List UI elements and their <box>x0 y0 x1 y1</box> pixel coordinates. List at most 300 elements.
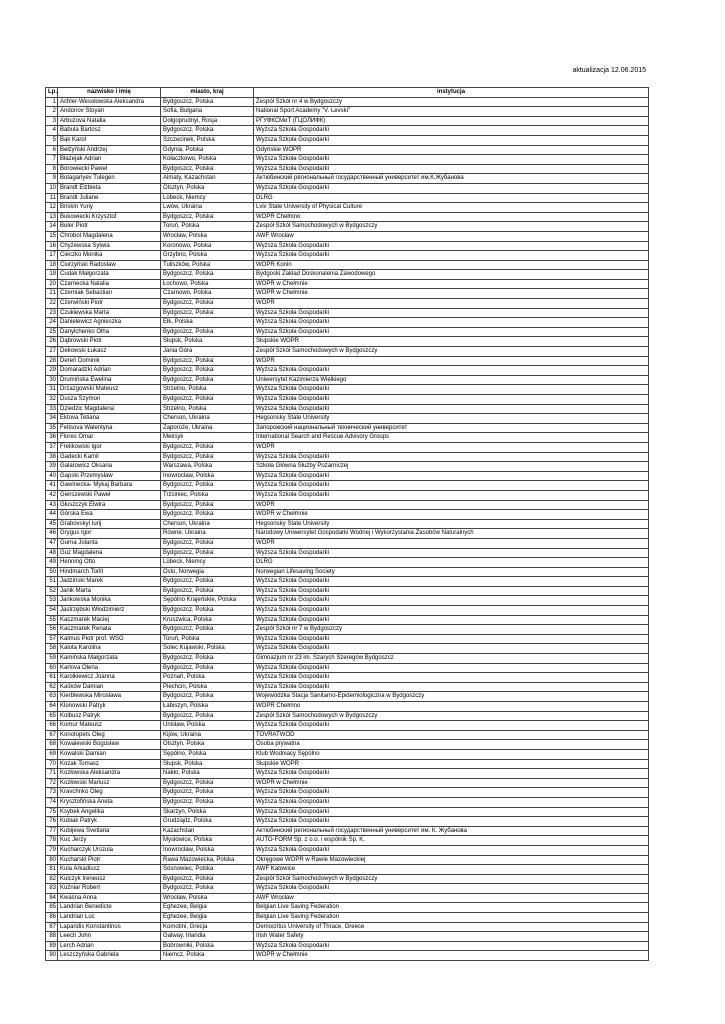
cell-name: Dusza Szymon <box>58 395 161 405</box>
cell-lp: 86 <box>46 913 58 923</box>
cell-name: Fetisova Walentyna <box>58 423 161 433</box>
table-row <box>46 395 649 405</box>
cell-name: Buler Piotr <box>58 222 161 232</box>
cell-city: Bydgoszcz, Polska <box>161 711 254 721</box>
cell-institution: WOPR w Chełmnie <box>254 778 649 788</box>
cell-lp: 62 <box>46 682 58 692</box>
cell-institution: Wyższa Szkoła Gospodarki <box>254 183 649 193</box>
cell-lp: 64 <box>46 702 58 712</box>
cell-city: Lwów, Ukraina <box>161 203 254 213</box>
table-row <box>46 855 649 865</box>
cell-institution: WOPR <box>254 500 649 510</box>
cell-lp: 27 <box>46 347 58 357</box>
table-row <box>46 797 649 807</box>
cell-city: Skarżyn, Polska <box>161 807 254 817</box>
table-row <box>46 337 649 347</box>
cell-institution: Klub Wodniacy Sępólno <box>254 749 649 759</box>
cell-institution: Wyższa Szkoła Gospodarki <box>254 385 649 395</box>
cell-lp: 6 <box>46 145 58 155</box>
cell-name: Kalmus Piotr prof. WSG <box>58 634 161 644</box>
cell-lp: 40 <box>46 471 58 481</box>
cell-lp: 67 <box>46 730 58 740</box>
cell-lp: 65 <box>46 711 58 721</box>
cell-institution: Актюбинский региональный государственный университет им.К.Жубанова <box>254 174 649 184</box>
cell-name: Kwaśna Anna <box>58 893 161 903</box>
cell-name: Henning Otto <box>58 558 161 568</box>
table-row <box>46 932 649 942</box>
table-row <box>46 251 649 261</box>
cell-city: Bydgoszcz, Polska <box>161 164 254 174</box>
table-row <box>46 567 649 577</box>
cell-institution: Gdyńskie WOPR <box>254 145 649 155</box>
cell-lp: 54 <box>46 606 58 616</box>
cell-name: Kubiak Patryk <box>58 817 161 827</box>
cell-institution: Запорожский национальный технический университет <box>254 423 649 433</box>
table-row <box>46 682 649 692</box>
table-row <box>46 634 649 644</box>
cell-city: Galway, Irlandia <box>161 932 254 942</box>
cell-institution: Wyższa Szkoła Gospodarki <box>254 673 649 683</box>
cell-city: Bydgoszcz, Polska <box>161 327 254 337</box>
cell-institution: Wyższa Szkoła Gospodarki <box>254 308 649 318</box>
cell-lp: 14 <box>46 222 58 232</box>
cell-city: Równe, Ukraina <box>161 529 254 539</box>
cell-name: Landrian Benedicte <box>58 903 161 913</box>
cell-name: Janik Marta <box>58 586 161 596</box>
table-row <box>46 778 649 788</box>
cell-institution: Wyższa Szkoła Gospodarki <box>254 788 649 798</box>
cell-institution: Wyższa Szkoła Gospodarki <box>254 941 649 951</box>
cell-institution: Актюбинский региональный государственный университет им. К. Жубанова <box>254 826 649 836</box>
cell-name: Ksybek Angelika <box>58 807 161 817</box>
cell-lp: 7 <box>46 155 58 165</box>
cell-lp: 3 <box>46 116 58 126</box>
update-date-label: aktualizacja 12.06.2015 <box>572 67 646 74</box>
cell-city: Grudziądz, Polska <box>161 817 254 827</box>
cell-city: Szczecinek, Polska <box>161 135 254 145</box>
cell-lp: 1 <box>46 97 58 107</box>
cell-name: Danylchenko Olha <box>58 327 161 337</box>
cell-name: Kowalski Damian <box>58 749 161 759</box>
cell-lp: 25 <box>46 327 58 337</box>
cell-name: Guz Magdalena <box>58 548 161 558</box>
cell-institution: WOPR <box>254 356 649 366</box>
cell-lp: 71 <box>46 769 58 779</box>
cell-institution: Wyższa Szkoła Gospodarki <box>254 615 649 625</box>
cell-institution: Wyższa Szkoła Gospodarki <box>254 548 649 558</box>
cell-institution: WOPR w Chełmnie <box>254 279 649 289</box>
participants-table <box>45 87 649 961</box>
table-row <box>46 327 649 337</box>
cell-institution: Wyższa Szkoła Gospodarki <box>254 817 649 827</box>
cell-name: Cudak Małgorzata <box>58 270 161 280</box>
cell-lp: 39 <box>46 462 58 472</box>
cell-institution: Hegsonsky State University <box>254 519 649 529</box>
cell-name: Chyżewska Sylwia <box>58 241 161 251</box>
cell-city: Jania Góra <box>161 347 254 357</box>
cell-lp: 41 <box>46 481 58 491</box>
cell-city: Solec Kujawski, Polska <box>161 644 254 654</box>
cell-lp: 87 <box>46 922 58 932</box>
table-row <box>46 625 649 635</box>
cell-lp: 81 <box>46 865 58 875</box>
cell-institution: Lviv State University of Physical Culture <box>254 203 649 213</box>
cell-city: Piechcin, Polska <box>161 682 254 692</box>
cell-lp: 26 <box>46 337 58 347</box>
cell-city: Komotini, Grecja <box>161 922 254 932</box>
cell-city: Olsztyn, Polska <box>161 740 254 750</box>
cell-institution: Wyższa Szkoła Gospodarki <box>254 682 649 692</box>
cell-lp: 77 <box>46 826 58 836</box>
cell-name: Gapski Przemysław <box>58 471 161 481</box>
table-row <box>46 366 649 376</box>
cell-city: Almaty, Kazachstan <box>161 174 254 184</box>
cell-lp: 61 <box>46 673 58 683</box>
cell-lp: 13 <box>46 212 58 222</box>
cell-name: Dekowski Łukasz <box>58 347 161 357</box>
cell-lp: 33 <box>46 404 58 414</box>
cell-city: Łabiszyn, Polska <box>161 702 254 712</box>
cell-city: Wrocław, Polska <box>161 893 254 903</box>
cell-lp: 53 <box>46 596 58 606</box>
table-row <box>46 481 649 491</box>
cell-name: Kucharczyk Urszula <box>58 845 161 855</box>
cell-institution: Bydgoski Zakład Doskonalenia Zawodowego <box>254 270 649 280</box>
cell-lp: 57 <box>46 634 58 644</box>
table-row <box>46 126 649 136</box>
cell-institution: AUTO-FORM Sp. z o.o. i wspólnik Sp. K. <box>254 836 649 846</box>
cell-institution: WOPR Chełmno <box>254 702 649 712</box>
cell-name: Cieczko Monika <box>58 251 161 261</box>
cell-name: Czerwiński Piotr <box>58 299 161 309</box>
cell-institution: Zespół Szkół Samochodowych w Bydgoszczy <box>254 222 649 232</box>
table-row <box>46 471 649 481</box>
table-row <box>46 145 649 155</box>
table-row <box>46 289 649 299</box>
cell-lp: 16 <box>46 241 58 251</box>
table-row <box>46 893 649 903</box>
table-row <box>46 155 649 165</box>
cell-institution: Zespół Szkół Samochodowych w Bydgoszczy <box>254 874 649 884</box>
table-row <box>46 884 649 894</box>
table-row <box>46 874 649 884</box>
cell-name: Babula Bartosz <box>58 126 161 136</box>
table-row <box>46 788 649 798</box>
cell-institution: TOVRATWOD <box>254 730 649 740</box>
cell-city: Bydgoszcz, Polska <box>161 788 254 798</box>
cell-city: Bydgoszcz, Polska <box>161 577 254 587</box>
cell-name: Borowiecki Paweł <box>58 164 161 174</box>
cell-city: Kijów, Ukraina <box>161 730 254 740</box>
cell-lp: 69 <box>46 749 58 759</box>
cell-name: Leszczyńska Gabriela <box>58 951 161 961</box>
cell-institution: Wyższa Szkoła Gospodarki <box>254 241 649 251</box>
cell-lp: 43 <box>46 500 58 510</box>
cell-institution: Wyższa Szkoła Gospodarki <box>254 586 649 596</box>
cell-lp: 15 <box>46 231 58 241</box>
table-row <box>46 865 649 875</box>
cell-institution: Democritus University of Thrace, Greece <box>254 922 649 932</box>
cell-name: Botagariyev Tulegen <box>58 174 161 184</box>
cell-institution: DLRG <box>254 193 649 203</box>
cell-institution: Wyższa Szkoła Gospodarki <box>254 404 649 414</box>
cell-lp: 90 <box>46 951 58 961</box>
cell-name: Głuszczyk Elwira <box>58 500 161 510</box>
cell-name: Drumińska Ewelina <box>58 375 161 385</box>
cell-institution: Słupskie WOPR <box>254 337 649 347</box>
cell-institution: Wyższa Szkoła Gospodarki <box>254 807 649 817</box>
cell-city: Trzciniec, Polska <box>161 490 254 500</box>
cell-name: Kula Arkadiusz <box>58 865 161 875</box>
table-row <box>46 231 649 241</box>
table-row <box>46 807 649 817</box>
cell-institution: Wyższa Szkoła Gospodarki <box>254 797 649 807</box>
cell-lp: 85 <box>46 903 58 913</box>
table-row <box>46 260 649 270</box>
cell-lp: 32 <box>46 395 58 405</box>
cell-lp: 58 <box>46 644 58 654</box>
cell-lp: 36 <box>46 433 58 443</box>
cell-lp: 31 <box>46 385 58 395</box>
cell-institution: Hegsonsky State University <box>254 414 649 424</box>
table-row <box>46 644 649 654</box>
table-row <box>46 615 649 625</box>
table-row <box>46 299 649 309</box>
cell-city: Sępólno, Polska <box>161 749 254 759</box>
cell-lp: 56 <box>46 625 58 635</box>
cell-lp: 5 <box>46 135 58 145</box>
cell-institution: WOPR w Chełmnie <box>254 951 649 961</box>
cell-institution: Zespół Szkół nr 7 w Bydgoszczy <box>254 625 649 635</box>
cell-city: Bydgoszcz, Polska <box>161 356 254 366</box>
table-row <box>46 586 649 596</box>
table-row <box>46 279 649 289</box>
cell-city: Inowrocław, Polska <box>161 845 254 855</box>
cell-lp: 75 <box>46 807 58 817</box>
cell-institution: Narodowy Uniwersytet Gospodarki Wodnej i Wykorzystania Zasobów Naturalnych <box>254 529 649 539</box>
cell-institution: Wyższa Szkoła Gospodarki <box>254 634 649 644</box>
cell-city: Bydgoszcz, Polska <box>161 270 254 280</box>
table-row <box>46 174 649 184</box>
cell-name: Jankowska Monika <box>58 596 161 606</box>
cell-institution: Wyższa Szkoła Gospodarki <box>254 395 649 405</box>
cell-name: Błażejak Adrian <box>58 155 161 165</box>
table-row <box>46 356 649 366</box>
cell-lp: 46 <box>46 529 58 539</box>
cell-name: Lerch Adrian <box>58 941 161 951</box>
cell-lp: 10 <box>46 183 58 193</box>
cell-city: Lübeck, Niemcy <box>161 193 254 203</box>
cell-lp: 68 <box>46 740 58 750</box>
cell-lp: 78 <box>46 836 58 846</box>
table-row <box>46 606 649 616</box>
cell-name: Flores Omar <box>58 433 161 443</box>
cell-lp: 20 <box>46 279 58 289</box>
cell-city: Bobrowniki, Polska <box>161 941 254 951</box>
table-row <box>46 702 649 712</box>
cell-city: Bydgoszcz, Polska <box>161 481 254 491</box>
cell-name: Kubijewa Svetlana <box>58 826 161 836</box>
cell-city: Kruszwica, Polska <box>161 615 254 625</box>
cell-name: Arbuzova Natalia <box>58 116 161 126</box>
table-row <box>46 941 649 951</box>
cell-institution: Irish Water Safety <box>254 932 649 942</box>
cell-institution: Wyższa Szkoła Gospodarki <box>254 596 649 606</box>
cell-city: Kołaczkowo, Polska <box>161 155 254 165</box>
cell-institution: Wojewódzka Stacja Sanitarno-Epidemiologiczna w Bydgoszczy <box>254 692 649 702</box>
header-city: miasto, kraj <box>161 88 254 98</box>
cell-name: Górska Ewa <box>58 510 161 520</box>
cell-name: Galarowicz Oksana <box>58 462 161 472</box>
cell-lp: 45 <box>46 519 58 529</box>
table-row <box>46 538 649 548</box>
cell-name: Kravchnko Oleg <box>58 788 161 798</box>
cell-lp: 82 <box>46 874 58 884</box>
cell-institution: Wyższa Szkoła Gospodarki <box>254 327 649 337</box>
cell-city: Czarnowo, Polska <box>161 289 254 299</box>
table-row <box>46 270 649 280</box>
table-row <box>46 759 649 769</box>
cell-name: Laparidis Konstantinos <box>58 922 161 932</box>
cell-name: Konotopets Oleg <box>58 730 161 740</box>
cell-lp: 23 <box>46 308 58 318</box>
cell-institution: Osoba prywatna <box>254 740 649 750</box>
cell-city: Toruń, Polska <box>161 222 254 232</box>
cell-city: Bydgoszcz, Polska <box>161 442 254 452</box>
cell-institution: WOPR <box>254 538 649 548</box>
table-row <box>46 116 649 126</box>
cell-institution: Wyższa Szkoła Gospodarki <box>254 644 649 654</box>
cell-institution: Wyższa Szkoła Gospodarki <box>254 490 649 500</box>
cell-city: Gdynia, Polska <box>161 145 254 155</box>
table-row <box>46 510 649 520</box>
cell-city: Bydgoszcz, Polska <box>161 308 254 318</box>
cell-name: Leech John <box>58 932 161 942</box>
cell-name: Frelikowski Igor <box>58 442 161 452</box>
cell-city: Inowrocław, Polska <box>161 471 254 481</box>
cell-city: Mysłowice, Polska <box>161 836 254 846</box>
cell-institution: Wyższa Szkoła Gospodarki <box>254 126 649 136</box>
header-name: nazwisko i imię <box>58 88 161 98</box>
cell-city: Grzybno, Polska <box>161 251 254 261</box>
cell-city: Nakło, Polska <box>161 769 254 779</box>
cell-lp: 37 <box>46 442 58 452</box>
cell-city: Meksyk <box>161 433 254 443</box>
cell-name: Gurna Jolanta <box>58 538 161 548</box>
cell-city: Bydgoszcz, Polska <box>161 538 254 548</box>
cell-city: Poznań, Polska <box>161 673 254 683</box>
table-row <box>46 241 649 251</box>
cell-city: Zaporoże, Ukraina <box>161 423 254 433</box>
cell-name: Grabovskyi Iurij <box>58 519 161 529</box>
cell-lp: 55 <box>46 615 58 625</box>
cell-institution: International Search and Rescue Advisory Groups <box>254 433 649 443</box>
header-lp: Lp. <box>46 88 58 98</box>
table-row <box>46 529 649 539</box>
cell-name: Dereń Dominik <box>58 356 161 366</box>
cell-institution: Wyższa Szkoła Gospodarki <box>254 471 649 481</box>
table-row <box>46 423 649 433</box>
cell-name: Hindmarch Torill <box>58 567 161 577</box>
table-row <box>46 347 649 357</box>
cell-name: Kuc Jerzy <box>58 836 161 846</box>
table-row <box>46 519 649 529</box>
cell-lp: 73 <box>46 788 58 798</box>
cell-name: Kozłowski Mariusz <box>58 778 161 788</box>
table-row <box>46 183 649 193</box>
cell-institution: Wyższa Szkoła Gospodarki <box>254 318 649 328</box>
cell-city: Lübeck, Niemcy <box>161 558 254 568</box>
table-row <box>46 692 649 702</box>
cell-institution: Norwegian Lifesaving Society <box>254 567 649 577</box>
cell-institution: Gimnazjum nr 23 im. Szarych Szeregów Bydgoszcz <box>254 654 649 664</box>
cell-city: Bydgoszcz, Polska <box>161 654 254 664</box>
cell-name: Grygus Igor <box>58 529 161 539</box>
table-row <box>46 558 649 568</box>
cell-name: Ciurzyński Radosław <box>58 260 161 270</box>
cell-city: Cherson, Ukraina <box>161 414 254 424</box>
cell-city: Bydgoszcz, Polska <box>161 299 254 309</box>
table-row <box>46 663 649 673</box>
cell-lp: 60 <box>46 663 58 673</box>
cell-institution: Wyższa Szkoła Gospodarki <box>254 481 649 491</box>
table-row <box>46 452 649 462</box>
table-row <box>46 135 649 145</box>
cell-name: Kuźniar Robert <box>58 884 161 894</box>
table-header-row <box>46 88 649 98</box>
cell-city: Bydgoszcz, Polska <box>161 212 254 222</box>
header-institution: instytucja <box>254 88 649 98</box>
cell-city: Tuliszków, Polska <box>161 260 254 270</box>
table-row <box>46 740 649 750</box>
cell-name: Gadecki Kamil <box>58 452 161 462</box>
cell-name: Gierszewski Paweł <box>58 490 161 500</box>
table-row <box>46 404 649 414</box>
cell-name: Gawinecka- Mykaj Barbara <box>58 481 161 491</box>
cell-institution: Zespół Szkół Samochodowych w Bydgoszczy <box>254 711 649 721</box>
table-row <box>46 654 649 664</box>
cell-name: Achler-Wesołowska Aleksandra <box>58 97 161 107</box>
cell-name: Czerniak Sebastian <box>58 289 161 299</box>
table-row <box>46 577 649 587</box>
cell-institution: WOPR <box>254 299 649 309</box>
cell-city: Niemcz, Polska <box>161 951 254 961</box>
cell-institution: Zespół Szkół Samochodowych w Bydgoszczy <box>254 347 649 357</box>
cell-lp: 30 <box>46 375 58 385</box>
cell-name: Drzazgowski Mateusz <box>58 385 161 395</box>
cell-name: Ektova Tetiana <box>58 414 161 424</box>
cell-city: Koronowo, Polska <box>161 241 254 251</box>
table-row <box>46 711 649 721</box>
cell-city: Bydgoszcz, Polska <box>161 126 254 136</box>
cell-city: Bydgoszcz, Polska <box>161 452 254 462</box>
cell-institution: Wyższa Szkoła Gospodarki <box>254 721 649 731</box>
cell-city: Słupsk, Polska <box>161 337 254 347</box>
cell-name: Bełżyński Andrzej <box>58 145 161 155</box>
cell-institution: AWF Wrocław <box>254 231 649 241</box>
cell-institution: Wyższa Szkoła Gospodarki <box>254 452 649 462</box>
cell-name: Bąk Karol <box>58 135 161 145</box>
cell-institution: РГУФКСМиТ (ГЦОЛИФК) <box>254 116 649 126</box>
table-row <box>46 721 649 731</box>
table-row <box>46 385 649 395</box>
cell-lp: 79 <box>46 845 58 855</box>
table-row <box>46 490 649 500</box>
table-row <box>46 749 649 759</box>
cell-institution: Wyższa Szkoła Gospodarki <box>254 135 649 145</box>
table-row <box>46 193 649 203</box>
cell-institution: Belgian Live Saving Federation <box>254 903 649 913</box>
